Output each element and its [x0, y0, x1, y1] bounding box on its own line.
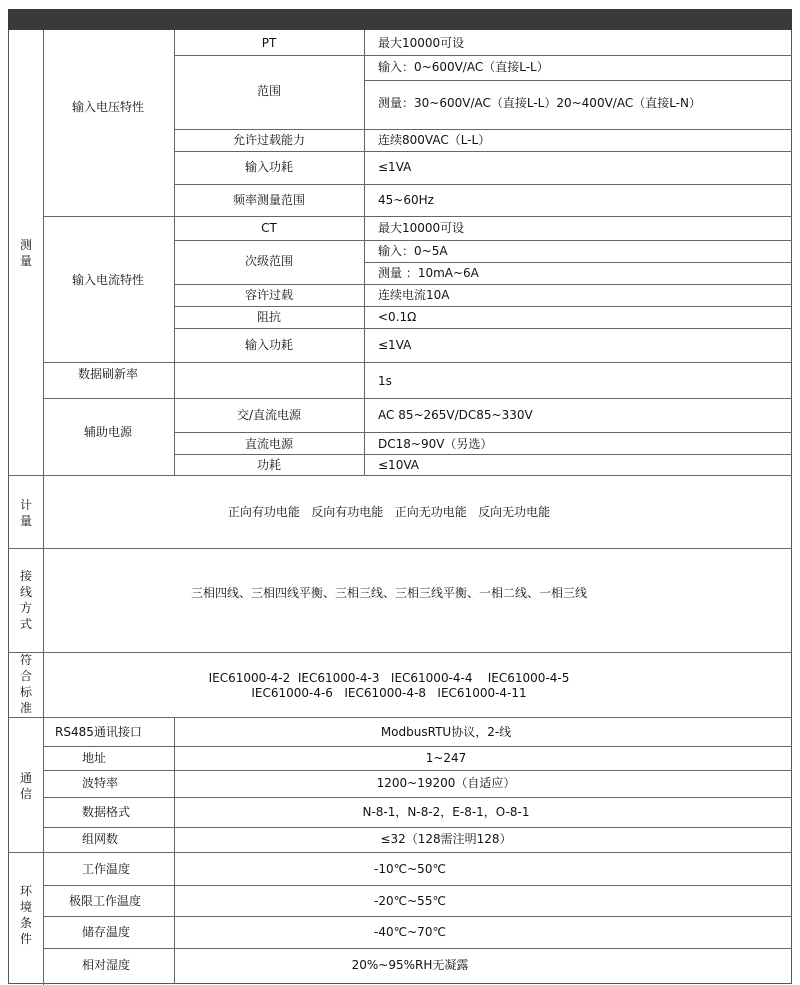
col-divider	[174, 717, 175, 852]
param-dc-power: 直流电源	[244, 437, 294, 451]
col-divider	[174, 852, 175, 984]
group-label-current: 输入电流特性	[71, 273, 145, 287]
value-data-format: N-8-1，N-8-2，E-8-1，O-8-1	[362, 805, 530, 819]
param-overload: 允许过载能力	[232, 133, 306, 147]
value-wiring: 三相四线、三相四线平衡、三相三线、三相三线平衡、一相二线、一相三线	[190, 586, 588, 600]
param-storage-temp: 储存温度	[82, 925, 131, 939]
value-metering: 正向有功电能 反向有功电能 正向无功电能 反向无功电能	[227, 505, 551, 519]
section-label-standards: 符合标准	[19, 653, 32, 715]
param-current-overload: 容许过载	[244, 288, 294, 302]
value-dc-power: DC18~90V（另选）	[378, 437, 493, 451]
param-ct: CT	[261, 221, 277, 235]
param-address: 地址	[82, 751, 107, 765]
param-network: 组网数	[82, 832, 119, 846]
value-network: ≤32（128需注明128）	[380, 832, 512, 846]
value-ct: 最大10000可设	[378, 221, 465, 235]
col-divider	[364, 30, 365, 475]
section-label-environment: 环境条件	[19, 884, 32, 946]
param-data-format: 数据格式	[82, 805, 131, 819]
label-refresh-rate: 数据刷新率	[77, 367, 139, 381]
value-standards-line1: IEC61000-4-2 IEC61000-4-3 IEC61000-4-4 IEC61000-4-5	[208, 671, 570, 685]
param-operating-temp: 工作温度	[82, 862, 131, 876]
value-pt: 最大10000可设	[378, 36, 465, 50]
value-limit-temp: -20℃~55℃	[374, 894, 446, 908]
value-current-power: ≤1VA	[378, 338, 412, 352]
group-label-voltage: 输入电压特性	[71, 100, 145, 114]
section-label-metering: 计量	[19, 498, 32, 528]
param-voltage-range: 范围	[256, 84, 282, 98]
value-current-overload: 连续电流10A	[378, 288, 450, 302]
value-voltage-power: ≤1VA	[378, 160, 412, 174]
value-standards-line2: IEC61000-4-6 IEC61000-4-8 IEC61000-4-11	[251, 686, 527, 700]
value-operating-temp: -10℃~50℃	[374, 862, 446, 876]
value-acdc-power: AC 85~265V/DC85~330V	[378, 408, 533, 422]
param-impedance: 阻抗	[256, 310, 282, 324]
section-label-wiring: 接线方式	[19, 569, 32, 631]
col-divider	[43, 30, 44, 475]
header-bar	[8, 9, 792, 30]
param-baud-rate: 波特率	[82, 776, 119, 790]
param-voltage-power: 输入功耗	[244, 160, 294, 174]
param-current-power: 输入功耗	[244, 338, 294, 352]
param-frequency: 频率测量范围	[232, 193, 306, 207]
value-rs485: ModbusRTU协议，2-线	[380, 725, 512, 739]
section-label-communication: 通信	[19, 771, 32, 801]
value-current-measure: 测量 ：10mA~6A	[378, 266, 479, 280]
col-divider	[43, 475, 44, 985]
value-frequency: 45~60Hz	[378, 193, 434, 207]
col-divider	[174, 30, 175, 475]
value-aux-consumption: ≤10VA	[378, 458, 419, 472]
value-address: 1~247	[425, 751, 467, 765]
param-secondary-range: 次级范围	[244, 254, 294, 268]
value-humidity: 20%~95%RH无凝露	[351, 958, 469, 972]
param-rs485: RS485通讯接口	[55, 725, 142, 739]
param-limit-temp: 极限工作温度	[69, 894, 142, 908]
value-voltage-measure: 测量：30~600V/AC（直接L-L）20~400V/AC（直接L-N）	[378, 96, 701, 110]
param-pt: PT	[261, 36, 277, 50]
value-baud-rate: 1200~19200（自适应）	[376, 776, 516, 790]
value-refresh-rate: 1s	[378, 374, 392, 388]
value-current-input: 输入：0~5A	[378, 244, 448, 258]
param-aux-consumption: 功耗	[256, 458, 282, 472]
param-humidity: 相对湿度	[82, 958, 131, 972]
value-voltage-input: 输入：0~600V/AC（直接L-L）	[378, 60, 549, 74]
group-label-aux-power: 辅助电源	[83, 425, 133, 439]
param-acdc-power: 交/直流电源	[236, 408, 302, 422]
value-impedance: <0.1Ω	[378, 310, 417, 324]
section-label-measurement: 测量	[19, 238, 32, 268]
value-storage-temp: -40℃~70℃	[374, 925, 446, 939]
value-overload: 连续800VAC（L-L）	[378, 133, 491, 147]
